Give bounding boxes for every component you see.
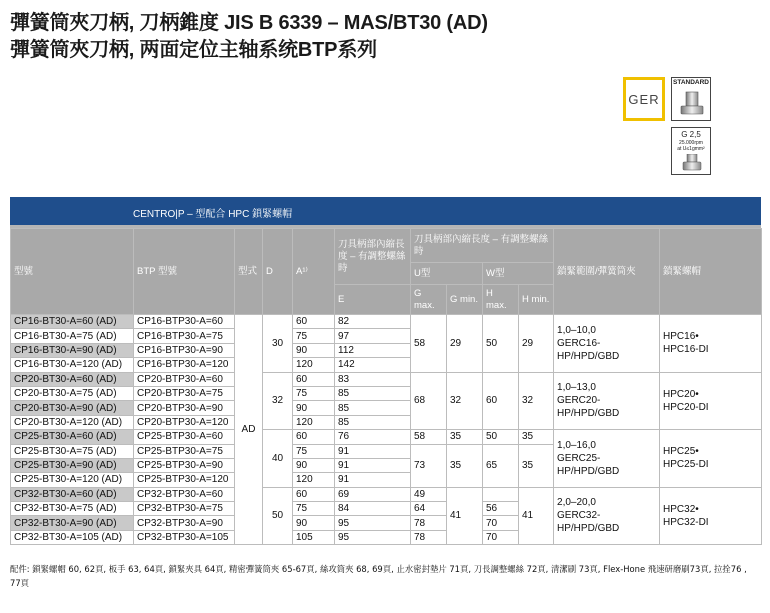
h-max-cell: 60 [483, 372, 519, 430]
range-value: 1,0–13,0 [557, 382, 596, 394]
btp-model-cell: CP25-BTP30-A=75 [134, 444, 235, 458]
btp-model-cell: CP20-BTP30-A=60 [134, 372, 235, 386]
balance-badge [671, 127, 711, 175]
h-min-cell: 35 [519, 430, 554, 444]
model-cell: CP32-BT30-A=75 (AD) [11, 502, 134, 516]
standard-badge [671, 77, 711, 121]
d-cell: 30 [263, 315, 293, 373]
balance-rpm: 25.000rpm [679, 140, 703, 146]
model-cell: CP25-BT30-A=75 (AD) [11, 444, 134, 458]
h-max-cell [483, 487, 519, 501]
range-value: 2,0–20,0 [557, 497, 596, 509]
h-min-cell: 29 [519, 315, 554, 373]
e-cell: 85 [335, 401, 411, 415]
nut-value-alt: HPC20-DI [663, 401, 709, 413]
g-max-cell: 78 [411, 530, 447, 544]
header-btp-model: BTP 型號 [134, 229, 235, 315]
header-d: D [263, 229, 293, 315]
nut-value: HPC20• [663, 388, 699, 400]
product-table [10, 228, 762, 545]
nut-value: HPC16• [663, 331, 699, 343]
header-clamp-length: 刀具柄部內縮長度 – 有調整螺絲時 [335, 229, 411, 285]
e-cell: 95 [335, 530, 411, 544]
e-cell: 142 [335, 358, 411, 372]
nut-value-alt: HPC25-DI [663, 459, 709, 471]
header-u-type: U型 [411, 263, 483, 285]
header-model: 型號 [11, 229, 134, 315]
a-cell: 75 [293, 502, 335, 516]
btp-model-cell: CP20-BTP30-A=75 [134, 386, 235, 400]
header-clamp-length-group: 刀具柄部內縮長度 – 有調整螺絲時 [411, 229, 554, 263]
a-cell: 60 [293, 315, 335, 329]
e-cell: 85 [335, 415, 411, 429]
btp-model-cell: CP16-BTP30-A=90 [134, 343, 235, 357]
e-cell: 95 [335, 516, 411, 530]
header-a: A¹⁾ [293, 229, 335, 315]
collet-type: GERC20-HP/HPD/GBD [557, 395, 620, 420]
collet-type: GERC16-HP/HPD/GBD [557, 337, 620, 362]
d-cell: 40 [263, 430, 293, 488]
g-max-cell: 58 [411, 315, 447, 373]
header-type: 型式 [235, 229, 263, 315]
d-cell: 32 [263, 372, 293, 430]
a-cell: 75 [293, 386, 335, 400]
balance-unit: at U≤1gmm² [677, 146, 705, 152]
btp-model-cell: CP32-BTP30-A=90 [134, 516, 235, 530]
model-cell: CP20-BT30-A=90 (AD) [11, 401, 134, 415]
g-min-cell: 32 [447, 372, 483, 430]
e-cell: 82 [335, 315, 411, 329]
btp-model-cell: CP32-BTP30-A=75 [134, 502, 235, 516]
btp-model-cell: CP32-BTP30-A=105 [134, 530, 235, 544]
g-max-cell: 78 [411, 516, 447, 530]
e-cell: 76 [335, 430, 411, 444]
btp-model-cell: CP25-BTP30-A=90 [134, 458, 235, 472]
model-cell: CP16-BT30-A=75 (AD) [11, 329, 134, 343]
section-band-label: CENTRO|P – 型配合 HPC 鎖緊螺帽 [133, 209, 293, 220]
h-max-cell: 50 [483, 430, 519, 444]
model-cell: CP16-BT30-A=60 (AD) [11, 315, 134, 329]
g-min-cell: 35 [447, 430, 483, 444]
e-cell: 85 [335, 386, 411, 400]
collet-nut-icon [680, 90, 704, 118]
g-max-cell: 73 [411, 444, 447, 487]
h-max-cell: 50 [483, 315, 519, 373]
e-cell: 83 [335, 372, 411, 386]
nut-value-alt: HPC16-DI [663, 344, 709, 356]
h-min-cell: 41 [519, 487, 554, 545]
a-cell: 75 [293, 329, 335, 343]
balance-grade: G 2,5 [681, 130, 701, 139]
g-min-cell: 35 [447, 444, 483, 487]
nut-value: HPC32• [663, 503, 699, 515]
a-cell: 120 [293, 358, 335, 372]
model-cell: CP16-BT30-A=120 (AD) [11, 358, 134, 372]
balance-spec [672, 140, 710, 152]
header-w-type: W型 [483, 263, 554, 285]
g-min-cell: 41 [447, 487, 483, 545]
a-cell: 90 [293, 343, 335, 357]
range-value: 1,0–10,0 [557, 324, 596, 336]
range-cell [554, 315, 660, 373]
btp-model-cell: CP16-BTP30-A=120 [134, 358, 235, 372]
btp-model-cell: CP25-BTP30-A=60 [134, 430, 235, 444]
btp-model-cell: CP16-BTP30-A=60 [134, 315, 235, 329]
model-cell: CP20-BT30-A=60 (AD) [11, 372, 134, 386]
ger-badge [623, 77, 665, 121]
ger-badge-text: GER [628, 92, 660, 107]
model-cell: CP32-BT30-A=60 (AD) [11, 487, 134, 501]
a-cell: 75 [293, 444, 335, 458]
e-cell: 97 [335, 329, 411, 343]
range-value: 1,0–16,0 [557, 439, 596, 451]
a-cell: 90 [293, 516, 335, 530]
h-min-cell: 35 [519, 444, 554, 487]
header-nut: 鎖緊螺帽 [660, 229, 762, 315]
h-max-cell: 56 [483, 502, 519, 516]
a-cell: 105 [293, 530, 335, 544]
balance-icon [682, 154, 702, 172]
e-cell: 112 [335, 343, 411, 357]
header-range: 鎖緊範圍/彈簧筒夾 [554, 229, 660, 315]
nut-cell [660, 372, 762, 430]
h-min-cell: 32 [519, 372, 554, 430]
accessories-footnote: 配件: 鎖緊螺帽 60, 62頁, 板手 63, 64頁, 鎖緊夾具 64頁, 精密彈簧筒夾 65-67頁, 絲攻筒夾 68, 69頁, 止水密封墊片 71頁, 刀長調整螺絲 72頁, 清潔刷 73頁, Flex-Hone 飛速研磨刷73頁, 拉拴76 , 77頁 [10, 564, 747, 588]
model-cell: CP25-BT30-A=120 (AD) [11, 473, 134, 487]
e-cell: 91 [335, 473, 411, 487]
btp-model-cell: CP20-BTP30-A=120 [134, 415, 235, 429]
header-e: E [335, 285, 411, 315]
model-cell: CP25-BT30-A=90 (AD) [11, 458, 134, 472]
collet-type: GERC32-HP/HPD/GBD [557, 510, 620, 535]
range-cell [554, 430, 660, 488]
type-cell: AD [235, 315, 263, 545]
a-cell: 60 [293, 487, 335, 501]
e-cell: 84 [335, 502, 411, 516]
btp-model-cell: CP32-BTP30-A=60 [134, 487, 235, 501]
h-max-cell: 70 [483, 516, 519, 530]
nut-cell [660, 430, 762, 488]
range-cell [554, 372, 660, 430]
nut-cell [660, 487, 762, 545]
g-max-cell: 68 [411, 372, 447, 430]
btp-model-cell: CP20-BTP30-A=90 [134, 401, 235, 415]
model-cell: CP16-BT30-A=90 (AD) [11, 343, 134, 357]
a-cell: 90 [293, 458, 335, 472]
header-g-min: G min. [447, 285, 483, 315]
g-max-cell: 64 [411, 502, 447, 516]
model-cell: CP20-BT30-A=75 (AD) [11, 386, 134, 400]
range-cell [554, 487, 660, 545]
header-h-max: H max. [483, 285, 519, 315]
h-max-cell: 65 [483, 444, 519, 487]
nut-cell [660, 315, 762, 373]
btp-model-cell: CP25-BTP30-A=120 [134, 473, 235, 487]
a-cell: 120 [293, 473, 335, 487]
e-cell: 91 [335, 444, 411, 458]
model-cell: CP20-BT30-A=120 (AD) [11, 415, 134, 429]
g-min-cell: 29 [447, 315, 483, 373]
header-h-min: H min. [519, 285, 554, 315]
collet-type: GERC25-HP/HPD/GBD [557, 452, 620, 477]
d-cell: 50 [263, 487, 293, 545]
a-cell: 120 [293, 415, 335, 429]
g-max-cell: 49 [411, 487, 447, 501]
h-max-cell: 70 [483, 530, 519, 544]
btp-model-cell: CP16-BTP30-A=75 [134, 329, 235, 343]
section-band [10, 197, 761, 225]
a-cell: 60 [293, 372, 335, 386]
standard-badge-text: STANDARD [673, 79, 709, 86]
e-cell: 69 [335, 487, 411, 501]
nut-value-alt: HPC32-DI [663, 516, 709, 528]
a-cell: 60 [293, 430, 335, 444]
page-title: 彈簧筒夾刀柄, 刀柄錐度 JIS B 6339 – MAS/BT30 (AD) [10, 12, 488, 34]
model-cell: CP32-BT30-A=90 (AD) [11, 516, 134, 530]
model-cell: CP32-BT30-A=105 (AD) [11, 530, 134, 544]
model-cell: CP25-BT30-A=60 (AD) [11, 430, 134, 444]
a-cell: 90 [293, 401, 335, 415]
header-g-max: G max. [411, 285, 447, 315]
page-subtitle: 彈簧筒夾刀柄, 两面定位主轴系统BTP系列 [10, 39, 377, 61]
e-cell: 91 [335, 458, 411, 472]
g-max-cell: 58 [411, 430, 447, 444]
nut-value: HPC25• [663, 446, 699, 458]
